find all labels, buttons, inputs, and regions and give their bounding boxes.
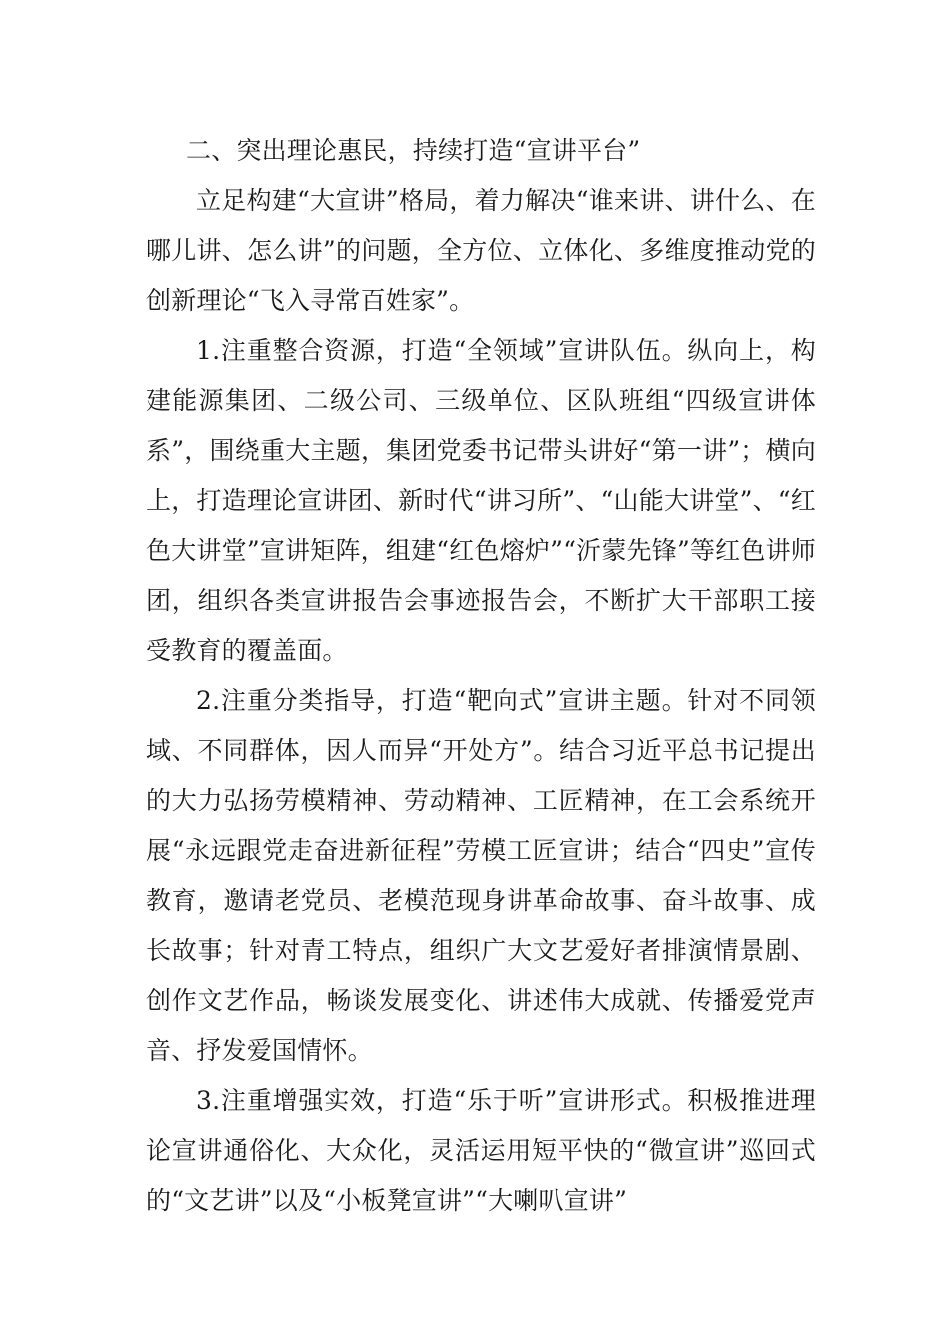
paragraph-item-1: 1.注重整合资源，打造“全领域”宣讲队伍。纵向上，构建能源集团、二级公司、三级单位、区队班组“四级宣讲体系”，围绕重大主题，集团党委书记带头讲好“第一讲”；横向上，打造理论宣讲团、新时代“讲习所”、“山能大讲堂”、“红色大讲堂”宣讲矩阵，组建“红色熔炉”“沂蒙先锋”等红色讲师团，组织各类宣讲报告会事迹报告会，不断扩大干部职工接受教育的覆盖面。 bbox=[146, 336, 816, 665]
document-body bbox=[146, 126, 816, 1226]
section-heading: 二、突出理论惠民，持续打造“宣讲平台” bbox=[186, 136, 641, 165]
paragraph-item-2: 2.注重分类指导，打造“靶向式”宣讲主题。针对不同领域、不同群体，因人而异“开处方”。结合习近平总书记提出的大力弘扬劳模精神、劳动精神、工匠精神，在工会系统开展“永远跟党走奋进新征程”劳模工匠宣讲；结合“四史”宣传教育，邀请老党员、老模范现身讲革命故事、奋斗故事、成长故事；针对青工特点，组织广大文艺爱好者排演情景剧、创作文艺作品，畅谈发展变化、讲述伟大成就、传播爱党声音、抒发爱国情怀。 bbox=[146, 686, 816, 1065]
paragraph-intro: 立足构建“大宣讲”格局，着力解决“谁来讲、讲什么、在哪儿讲、怎么讲”的问题，全方位、立体化、多维度推动党的创新理论“飞入寻常百姓家”。 bbox=[146, 186, 816, 315]
paragraph-item-3: 3.注重增强实效，打造“乐于听”宣讲形式。积极推进理论宣讲通俗化、大众化，灵活运用短平快的“微宣讲”巡回式的“文艺讲”以及“小板凳宣讲”“大喇叭宣讲” bbox=[146, 1086, 816, 1215]
